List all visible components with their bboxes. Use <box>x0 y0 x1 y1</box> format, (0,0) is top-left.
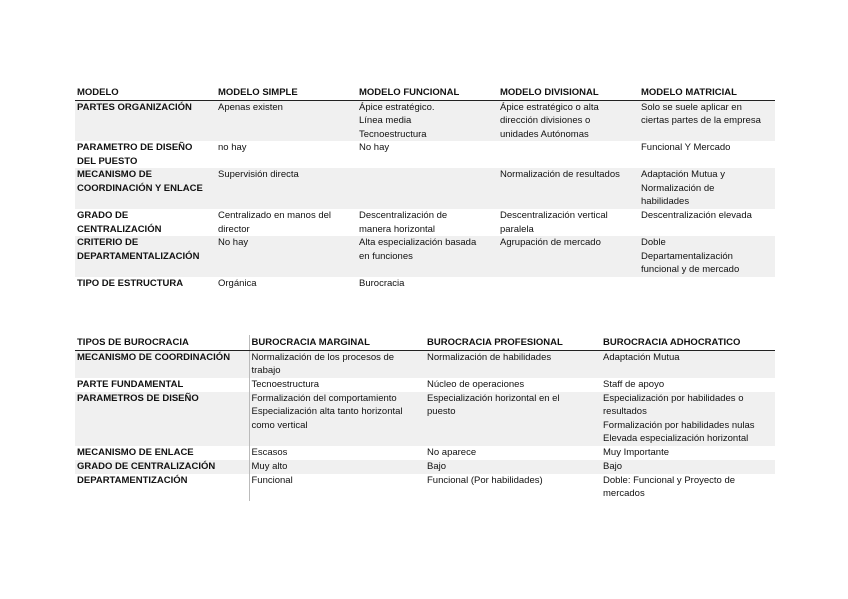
column-header: MODELO <box>75 85 216 100</box>
table-cell: Funcional <box>251 474 293 486</box>
table-cell: Muy Importante <box>603 446 669 458</box>
table-cell: Escasos <box>251 446 288 458</box>
table-row <box>75 277 775 291</box>
bureaucracy-types-table <box>75 335 775 501</box>
table-cell: Supervisión directa <box>216 168 357 209</box>
row-label: PARAMETRO DE DISEÑO DEL PUESTO <box>77 142 193 167</box>
table-row <box>75 236 775 277</box>
organizational-models-table <box>75 85 775 291</box>
column-header: MODELO DIVISIONAL <box>498 85 639 100</box>
row-label: GRADO DE CENTRALIZACIÓN <box>77 210 162 235</box>
table-cell: Bajo <box>425 460 601 474</box>
table-cell: Doble Departamentalización funcional y de mercado <box>639 236 775 277</box>
table-row <box>75 141 775 168</box>
column-header: MODELO MATRICIAL <box>639 85 775 100</box>
table-cell: No hay <box>359 142 390 153</box>
table-cell: Ápice estratégico. Línea media Tecnoestructura <box>357 100 498 141</box>
table-cell: Ápice estratégico o alta dirección divisiones o unidades Autónomas <box>498 100 639 141</box>
table-cell: Alta especialización basada en funciones <box>357 236 498 277</box>
table-row <box>75 474 775 501</box>
table-row <box>75 209 775 236</box>
table-cell: Apenas existen <box>216 100 357 141</box>
table-cell: Adaptación Mutua <box>601 350 775 378</box>
table-cell: Orgánica <box>218 278 257 289</box>
table-cell: Doble: Funcional y Proyecto de mercados <box>603 474 736 499</box>
table-cell: Normalización de los procesos de trabajo <box>249 350 425 378</box>
table-cell <box>498 277 639 291</box>
table-cell <box>639 277 775 291</box>
table-cell: no hay <box>218 142 247 153</box>
row-label: MECANISMO DE COORDINACIÓN <box>75 350 249 378</box>
table-cell: Normalización de resultados <box>498 168 639 209</box>
column-header: BUROCRACIA PROFESIONAL <box>425 335 601 350</box>
table-cell: Formalización del comportamiento Especialización alta tanto horizontal como vertical <box>249 392 425 446</box>
table-row <box>75 100 775 141</box>
column-header: TIPOS DE BUROCRACIA <box>75 335 249 350</box>
table-cell: Tecnoestructura <box>251 378 320 390</box>
row-label: PARAMETROS DE DISEÑO <box>75 392 249 446</box>
row-label: DEPARTAMENTIZACIÓN <box>75 474 249 501</box>
table-cell: Muy alto <box>249 460 425 474</box>
table-cell <box>357 168 498 209</box>
table-row <box>75 446 775 460</box>
table-cell: Adaptación Mutua y Normalización de habilidades <box>639 168 775 209</box>
table-cell: Núcleo de operaciones <box>427 378 525 390</box>
table-cell: Descentralización de manera horizontal <box>359 210 448 235</box>
table-row <box>75 168 775 209</box>
table-cell: Normalización de habilidades <box>425 350 601 378</box>
column-header: BUROCRACIA MARGINAL <box>249 335 425 350</box>
table-cell: Solo se suele aplicar en ciertas partes de la empresa <box>639 100 775 141</box>
table-row <box>75 378 775 392</box>
row-label: PARTE FUNDAMENTAL <box>75 378 249 392</box>
row-label: PARTES ORGANIZACIÓN <box>75 100 216 141</box>
table-row <box>75 392 775 446</box>
table-header-row <box>75 85 775 100</box>
table-cell: Burocracia <box>359 278 405 289</box>
table-header-row <box>75 335 775 350</box>
column-header: BUROCRACIA ADHOCRATICO <box>601 335 775 350</box>
table-cell: Especialización horizontal en el puesto <box>425 392 601 446</box>
row-label: CRITERIO DE DEPARTAMENTALIZACIÓN <box>75 236 216 277</box>
row-label: TIPO DE ESTRUCTURA <box>77 278 184 289</box>
row-label: MECANISMO DE COORDINACIÓN Y ENLACE <box>75 168 216 209</box>
table-row <box>75 460 775 474</box>
table-cell <box>498 141 639 168</box>
row-label: MECANISMO DE ENLACE <box>75 446 249 460</box>
table-cell: Descentralización elevada <box>641 210 752 221</box>
row-label: GRADO DE CENTRALIZACIÓN <box>75 460 249 474</box>
column-header: MODELO SIMPLE <box>216 85 357 100</box>
table-cell: Funcional Y Mercado <box>641 142 731 153</box>
table-cell: Funcional (Por habilidades) <box>427 474 543 486</box>
table-cell: Bajo <box>601 460 775 474</box>
table-cell: Staff de apoyo <box>603 378 665 390</box>
column-header: MODELO FUNCIONAL <box>357 85 498 100</box>
table-cell: Descentralización vertical paralela <box>500 210 608 235</box>
table-cell: No aparece <box>427 446 477 458</box>
table-row <box>75 350 775 378</box>
table-cell: Agrupación de mercado <box>498 236 639 277</box>
table-cell: Especialización por habilidades o resultados Formalización por habilidades nulas Elevada especialización horizontal <box>601 392 775 446</box>
table-cell: Centralizado en manos del director <box>218 210 332 235</box>
table-cell: No hay <box>216 236 357 277</box>
